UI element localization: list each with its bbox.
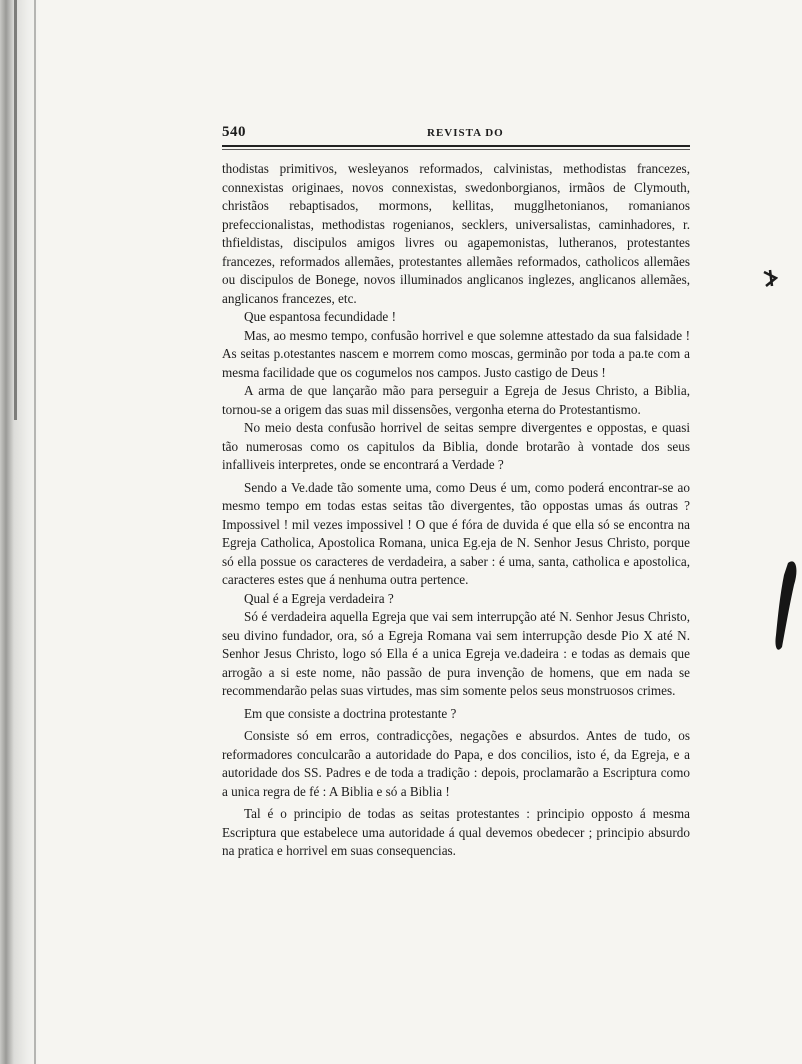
scan-binding-edge	[34, 0, 36, 1064]
paragraph-7: Qual é a Egreja verdadeira ?	[244, 590, 394, 606]
paragraph-10: Consiste só em erros, contradicções, negações e absurdos. Antes de tudo, os reformadores conculcarão a autoridade do Papa, e dos concilios, isto é, da Egreja, e a autoridade dos SS. Padres e de toda a tradição : depois, proclamarão a Escriptura como a unica regra de fé : A Biblia e só a Biblia !	[222, 728, 690, 799]
paragraph-4: A arma de que lançarão mão para perseguir a Egreja de Jesus Christo, a Biblia, tornou-se a origem das suas mil dissensões, vergonha eterna do Protestantismo.	[222, 383, 690, 417]
page-body	[222, 160, 690, 861]
margin-ink-blot	[770, 555, 800, 655]
page-header	[222, 124, 690, 144]
running-head: REVISTA DO	[427, 127, 504, 139]
page-number: 540	[222, 124, 246, 140]
header-rule	[222, 145, 690, 147]
paragraph-2: Que espantosa fecundidade !	[244, 309, 396, 324]
paragraph-3: Mas, ao mesmo tempo, confusão horrivel e que solemne attestado da sua falsidade ! As seitas p.otestantes nascem e morrem como moscas, germinão por toda a pa.te com a mesma facilidade que os cogumelos nos campos. Justo castigo de Deus !	[222, 327, 690, 380]
scan-binding-mark	[14, 0, 17, 420]
margin-asterisk-mark	[762, 268, 778, 288]
paragraph-6: Sendo a Ve.dade tão somente uma, como Deus é um, como poderá encontrar-se ao mesmo tempo em todas estas seitas tão divergentes, tão oppostas umas ás outras ? Impossivel ! mil vezes impossivel ! O que é fóra de duvida é que ella só se encontra na Egreja Catholica, Apostolica Romana, unica Eg.eja de N. Senhor Jesus Christo, porque só ella possue os caracteres de verdadeira, a saber : é uma, santa, catholica e apostolica, caracteres estes que á nenhuma outra pertence.	[222, 479, 690, 587]
paragraph-9: Em que consiste a doctrina protestante ?	[244, 705, 457, 721]
paragraph-11: Tal é o principio de todas as seitas protestantes : principio opposto á mesma Escriptura que estabelece uma autoridade á qual devemos obedecer ; principio absurdo na pratica e horrivel em suas consequencias.	[222, 806, 690, 858]
paragraph-5: No meio desta confusão horrivel de seitas sempre divergentes e oppostas, e quasi tão numerosas como os capitulos da Biblia, donde brotarão à vontade dos seus infalliveis interpretes, onde se encontrará a Verdade ?	[222, 420, 690, 472]
paragraph-1: thodistas primitivos, wesleyanos reformados, calvinistas, methodistas francezes, connexistas originaes, novos connexistas, swedonborgianos, irmãos de Clymouth, christãos rebaptisados, mormons, kellitas, mugglhetonianos, romanianos prefeccionalistas, methodistas rogenianos, secklers, universalistas, caminhadores, r. thfieldistas, discipulos amigos livres ou agapemonistas, lutheranos, protestantes francezes, reformados allemães, protestantes allemães reformados, catholicos allemães ou discipulos de Bonege, novos illuminados anglicanos inglezes, anglicanos allemães, anglicanos francezes, etc.	[222, 161, 690, 306]
header-rule-thin	[222, 149, 690, 150]
paragraph-8: Só é verdadeira aquella Egreja que vai sem interrupção até N. Senhor Jesus Christo, seu divino fundador, ora, só a Egreja Romana vai sem interrupção desde Pio X até N. Senhor Jesus Christo, logo só Ella é a unica Egreja ve.dadeira : e todas as demais que arrogão a si este nome, não passão de pura invenção de homens, que em nada se recommendarão pelas suas virtudes, mas sim somente pelos seus monstruosos crimes.	[222, 609, 690, 698]
